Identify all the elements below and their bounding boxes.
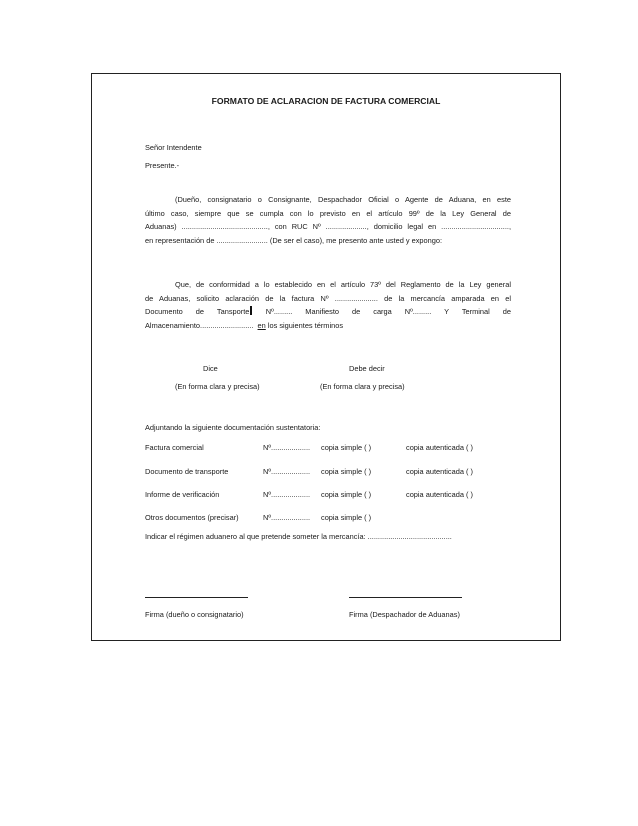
paragraph-line	[145, 305, 511, 319]
paragraph-line: Que, de conformidad a lo establecido en el artículo 73º del Reglamento de la Ley general	[175, 280, 511, 289]
copia-autenticada: copia autenticada ( )	[406, 490, 473, 499]
regimen-text: Indicar el régimen aduanero al que pretende someter la mercancía: .........................................	[145, 532, 452, 541]
firma-agent-label: Firma (Despachador de Aduanas)	[349, 610, 460, 619]
debe-decir-label: Debe decir	[349, 364, 385, 373]
salutation: Señor Intendente	[145, 143, 202, 152]
doc-number: Nº...................	[263, 513, 311, 522]
manifiesto-text: Nº......... Manifiesto de carga Nº......... Y Terminal de	[265, 307, 511, 317]
copia-simple: copia simple ( )	[321, 467, 372, 476]
paragraph-line: último caso, siempre que se cumpla con lo previsto en el artículo 99º de la Ley General de	[145, 208, 511, 218]
paragraph-request	[145, 278, 511, 333]
signature-line-owner	[145, 597, 248, 598]
doc-number: Nº...................	[263, 490, 311, 499]
paragraph-line: Aduanas) .........................................., con RUC Nº ...................., domicilio legal en .................................,	[145, 222, 511, 232]
doc-name: Informe de verificación	[145, 490, 220, 499]
paragraph-line	[145, 319, 511, 333]
doc-transporte-text: Documento de Tansporte	[145, 307, 250, 317]
presente-text: Presente.-	[145, 161, 180, 170]
form-title: FORMATO DE ACLARACION DE FACTURA COMERCIAL	[211, 96, 441, 106]
clarity-note-2: (En forma clara y precisa)	[320, 382, 405, 391]
clarity-note-1: (En forma clara y precisa)	[175, 382, 260, 391]
paragraph-declarant	[145, 193, 511, 248]
text-cursor	[250, 306, 251, 315]
en-word: en	[257, 321, 266, 331]
doc-name: Otros documentos (precisar)	[145, 513, 239, 522]
doc-name: Documento de transporte	[145, 467, 229, 476]
doc-number: Nº...................	[263, 467, 311, 476]
copia-autenticada: copia autenticada ( )	[406, 443, 473, 452]
dice-label: Dice	[203, 364, 218, 373]
form-page	[91, 73, 561, 641]
signature-line-agent	[349, 597, 462, 598]
paragraph-line: en representación de ......................... (De ser el caso), me presento ante usted y expongo:	[145, 236, 443, 246]
copia-simple: copia simple ( )	[321, 443, 372, 452]
copia-autenticada: copia autenticada ( )	[406, 467, 473, 476]
doc-number: Nº...................	[263, 443, 311, 452]
copia-simple: copia simple ( )	[321, 513, 372, 522]
copia-simple: copia simple ( )	[321, 490, 372, 499]
firma-owner-label: Firma (dueño o consignatario)	[145, 610, 244, 619]
paragraph-line: de Aduanas, solicito aclaración de la factura Nº ..................... de la mercancía amparada en el	[145, 293, 511, 303]
terminos-text: los siguientes términos	[267, 321, 344, 331]
adjuntando-text: Adjuntando la siguiente documentación sustentatoria:	[145, 423, 321, 432]
almacenamiento-text: Almacenamiento..........................	[145, 321, 254, 331]
paragraph-line: (Dueño, consignatario o Consignante, Despachador Oficial o Agente de Aduana, en este	[175, 195, 511, 204]
doc-name: Factura comercial	[145, 443, 204, 452]
